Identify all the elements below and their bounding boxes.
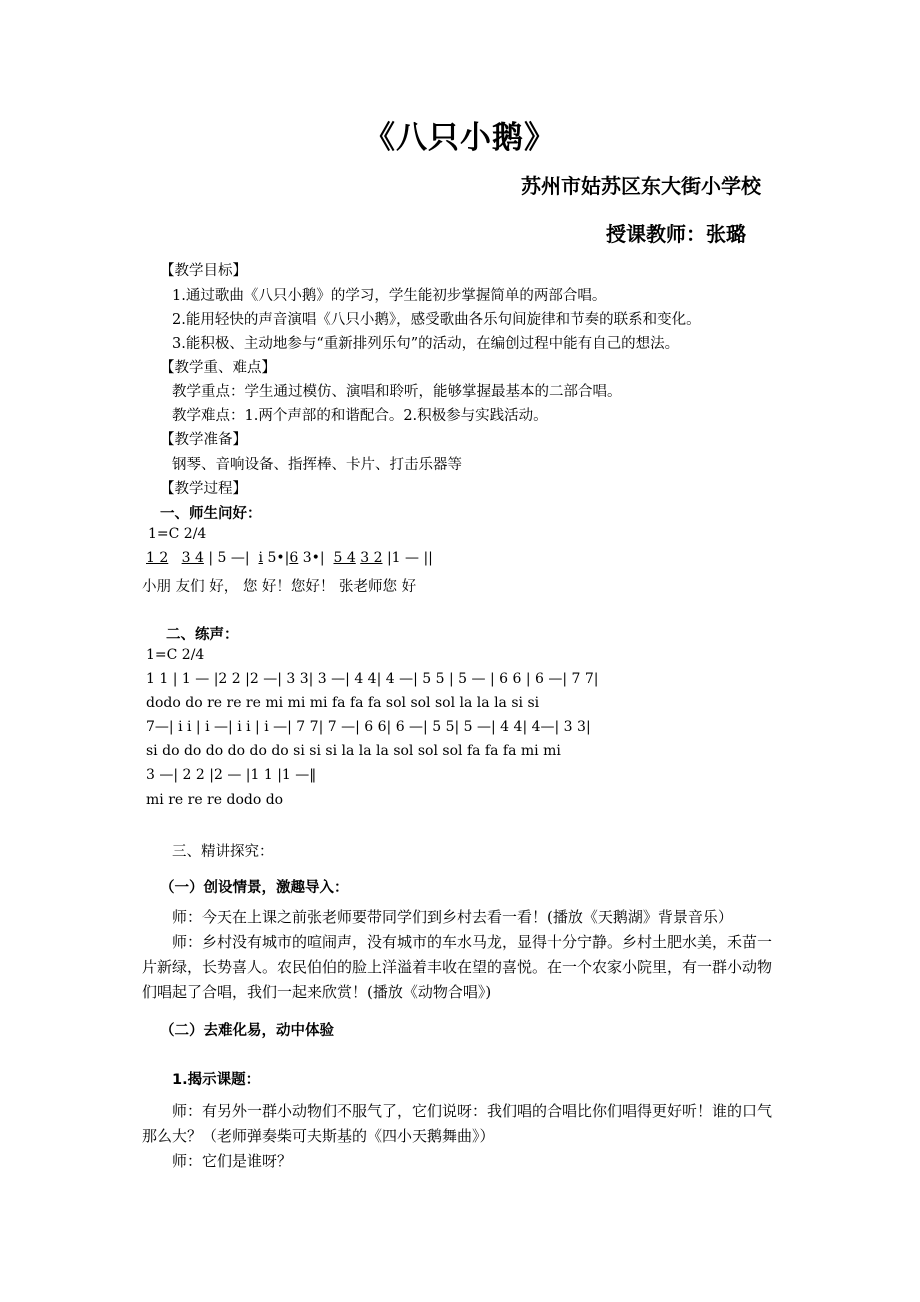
greeting-key: 1=C 2/4 [148,526,207,542]
vocalise-lyric-line: dodo do re re re mi mi mi fa fa fa sol sol sol la la la si si [146,695,540,711]
school-name: 苏州市姑苏区东大街小学校 [521,174,761,198]
paragraph: 师：今天在上课之前张老师要带同学们到乡村去看一看！(播放《天鹅湖》背景音乐） [172,908,733,926]
preparation-heading: 【教学准备】 [160,432,247,448]
teacher-name: 授课教师：张璐 [606,222,746,246]
objectives-heading: 【教学目标】 [160,263,247,279]
note-group: 5•| [267,550,290,566]
process-heading: 【教学过程】 [160,481,247,497]
paragraph: 师：有另外一群小动物们不服气了，它们说呀：我们唱的合唱比你们唱得更好听！谁的口气那么大？（老师弹奏柴可夫斯基的《四小天鹅舞曲》） [142,1102,773,1145]
note-group: 5 4 [333,550,356,566]
sub1-heading: 1.揭示课题： [172,1072,261,1088]
note-group: 1 2 [146,550,169,566]
greeting-lyrics: 小朋 友们 好， 您 好！您好！ 张老师您 好 [142,579,417,595]
note-group: 6 [289,550,299,566]
vocalise-heading: 二、练声： [166,627,239,643]
preparation-items: 钢琴、音响设备、指挥棒、卡片、打击乐器等 [172,457,462,473]
objective-item: 1.通过歌曲《八只小鹅》的学习，学生能初步掌握简单的两部合唱。 [172,288,607,304]
vocalise-lyric-line: mi re re re dodo do [146,792,284,808]
note-group: 3 4 [181,550,204,566]
vocalise-notation-line: 1 1 | 1 — |2 2 |2 —| 3 3| 3 —| 4 4| 4 —| 5 5 | 5 — | 6 6 | 6 —| 7 7| [146,671,599,687]
keypoints-heading: 【教学重、难点】 [160,360,276,376]
note-group: i [258,550,263,566]
vocalise-lyric-line: si do do do do do do si si si la la la sol sol sol fa fa fa mi mi [146,743,561,759]
vocalise-notation-line: 3 —| 2 2 |2 — |1 1 |1 —‖ [146,767,317,783]
objective-item: 3.能积极、主动地参与“重新排列乐句”的活动，在编创过程中能有自己的想法。 [172,336,680,352]
paragraph: 师：它们是谁呀？ [172,1152,293,1170]
part1-heading: （一）创设情景，激趣导入： [160,880,349,896]
keypoints-focus: 教学重点：学生通过模仿、演唱和聆听，能够掌握最基本的二部合唱。 [172,384,622,400]
doc-title: 《八只小鹅》 [364,120,556,156]
greeting-notation [146,550,433,566]
explore-heading: 三、精讲探究： [172,844,274,860]
note-group: | 5 —| [208,550,250,566]
part2-heading: （二）去难化易，动中体验 [160,1023,334,1039]
keypoints-difficulty: 教学难点：1.两个声部的和谐配合。2.积极参与实践活动。 [172,408,548,424]
objective-item: 2.能用轻快的声音演唱《八只小鹅》，感受歌曲各乐句间旋律和节奏的联系和变化。 [172,312,701,328]
vocalise-notation-line: 7—| i i | i —| i i | i —| 7 7| 7 —| 6 6| 6 —| 5 5| 5 —| 4 4| 4—| 3 3| [146,719,591,735]
paragraph: 师：乡村没有城市的喧闹声，没有城市的车水马龙，显得十分宁静。乡村土肥水美，禾苗一片新绿，长势喜人。农民伯伯的脸上洋溢着丰收在望的喜悦。在一个农家小院里，有一群小动物们唱起了合唱，我们一起来欣赏！(播放《动物合唱》) [142,933,773,1001]
note-group: 3•| [302,550,325,566]
note-group: |1 — || [386,550,433,566]
vocalise-key: 1=C 2/4 [146,647,205,663]
greeting-heading: 一、师生问好： [160,506,262,522]
note-group: 3 2 [360,550,383,566]
